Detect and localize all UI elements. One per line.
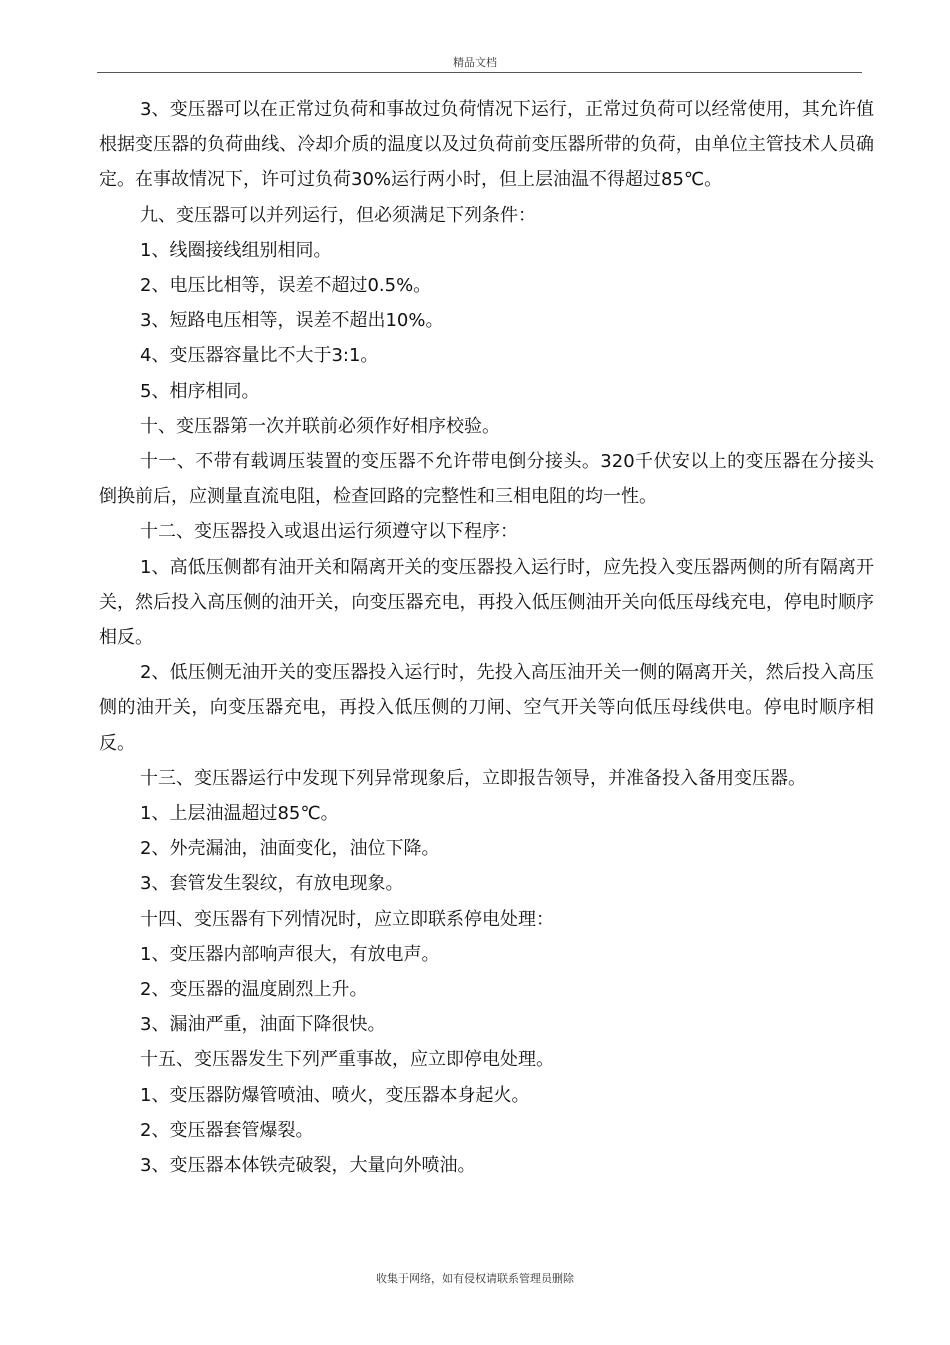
paragraph: 1、高低压侧都有油开关和隔离开关的变压器投入运行时，应先投入变压器两侧的所有隔离开关，然后投入高压侧的油开关，向变压器充电，再投入低压侧油开关向低压母线充电，停电时顺序相反。 xyxy=(99,556,874,649)
paragraph: 2、外壳漏油，油面变化，油位下降。 xyxy=(140,838,440,860)
paragraph: 十、变压器第一次并联前必须作好相序校验。 xyxy=(140,415,500,437)
paragraph: 5、相序相同。 xyxy=(140,380,260,402)
paragraph: 3、变压器本体铁壳破裂，大量向外喷油。 xyxy=(140,1155,476,1177)
paragraph: 九、变压器可以并列运行，但必须满足下列条件： xyxy=(140,204,536,226)
paragraph: 3、漏油严重，油面下降很快。 xyxy=(140,1014,386,1036)
paragraph: 3、变压器可以在正常过负荷和事故过负荷情况下运行，正常过负荷可以经常使用，其允许值根据变压器的负荷曲线、冷却介质的温度以及过负荷前变压器所带的负荷，由单位主管技术人员确定。在事故情况下，许可过负荷30%运行两小时，但上层油温不得超过85℃。 xyxy=(99,99,874,191)
paragraph: 1、上层油温超过85℃。 xyxy=(140,803,339,825)
paragraph: 2、电压比相等，误差不超过0.5%。 xyxy=(140,275,432,297)
paragraph: 1、线圈接线组别相同。 xyxy=(140,239,332,261)
paragraph: 十四、变压器有下列情况时，应立即联系停电处理： xyxy=(140,908,554,930)
page-footer-note: 收集于网络，如有侵权请联系管理员删除 xyxy=(376,1272,574,1285)
paragraph: 十五、变压器发生下列严重事故，应立即停电处理。 xyxy=(140,1049,554,1071)
paragraph: 1、变压器防爆管喷油、喷火，变压器本身起火。 xyxy=(140,1084,530,1106)
paragraph: 十二、变压器投入或退出运行须遵守以下程序： xyxy=(140,521,518,543)
paragraph: 2、变压器套管爆裂。 xyxy=(140,1119,314,1141)
paragraph: 1、变压器内部响声很大，有放电声。 xyxy=(140,943,440,965)
paragraph: 4、变压器容量比不大于3:1。 xyxy=(140,345,379,367)
paragraph: 3、短路电压相等，误差不超出10%。 xyxy=(140,310,444,332)
page-header-title: 精品文档 xyxy=(453,56,497,69)
paragraph: 十一、不带有载调压装置的变压器不允许带电倒分接头。320千伏安以上的变压器在分接头倒换前后，应测量直流电阻，检查回路的完整性和三相电阻的均一性。 xyxy=(99,451,874,508)
header-divider xyxy=(97,72,862,73)
paragraph: 十三、变压器运行中发现下列异常现象后，立即报告领导，并准备投入备用变压器。 xyxy=(140,767,806,789)
paragraph: 3、套管发生裂纹，有放电现象。 xyxy=(140,873,404,895)
document-body xyxy=(99,92,874,1183)
paragraph: 2、变压器的温度剧烈上升。 xyxy=(140,979,368,1001)
paragraph: 2、低压侧无油开关的变压器投入运行时，先投入高压油开关一侧的隔离开关，然后投入高压侧的油开关，向变压器充电，再投入低压侧的刀闸、空气开关等向低压母线供电。停电时顺序相反。 xyxy=(99,662,874,754)
